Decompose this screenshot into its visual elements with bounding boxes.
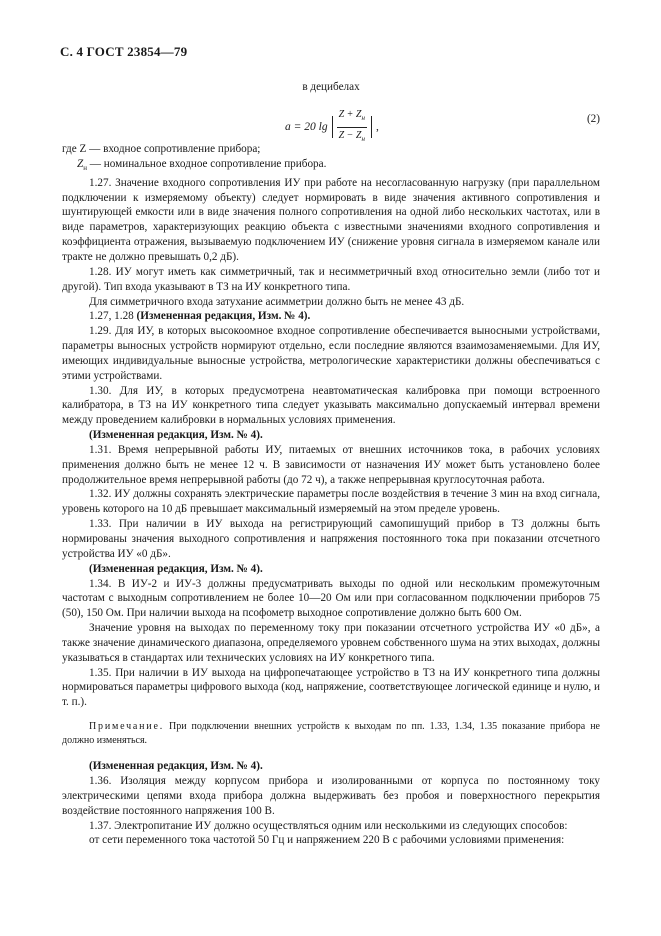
- paragraph-1-33: 1.33. При наличии в ИУ выхода на регистрирующий самопишущий прибор в ТЗ должны быть нормированы значения выходного сопротивления и напряжения постоянного тока при показании отсчетного устройства ИУ «0 дБ».: [62, 518, 600, 560]
- formula-trail: ,: [375, 120, 379, 133]
- paragraph-1-36: 1.36. Изоляция между корпусом прибора и изолированными от корпуса по постоянному току электрическими цепями входа прибора должна выдерживать без пробоя и поверхностного перекрытия воздействие постоянного напряжения 100 В.: [62, 774, 600, 817]
- paragraph-1-34: 1.34. В ИУ-2 и ИУ-3 должны предусматривать выходы по одной или нескольким промежуточным частотам с выходным сопротивлением не более 10—20 Ом или при согласованном подключении приборов 75 (50), 150 Ом. При наличии выхода на псофометр выходное сопротивление должно быть 600 Ом.: [62, 577, 600, 620]
- paragraph-1-28: 1.28. ИУ могут иметь как симметричный, так и несимметричный вход относительно земли (либо тот и другой). Тип входа указывают в ТЗ на ИУ конкретного типа.: [62, 265, 600, 293]
- equation-number: (2): [586, 112, 600, 125]
- note: [62, 720, 600, 747]
- paragraph-1-30: 1.30. Для ИУ, в которых предусмотрена неавтоматическая калибровка при помощи встроенного калибратора, в ТЗ на ИУ конкретного типа следует указывать максимально допускаемый интервал времени между проведением калибровки в нормальных условиях применения.: [62, 384, 600, 427]
- formula-numerator: $Z + Z_н$: [337, 108, 367, 128]
- abs-bar-left: [332, 116, 333, 138]
- paragraph-1-29: 1.29. Для ИУ, в которых высокоомное входное сопротивление обеспечивается выносными устройствами, параметры выносных устройств нормируют отдельно, если последние являются взаимозаменяемыми. Для ИУ, имеющих индивидуальные выносные устройства, метрологические характеристики должны обеспечиваться с этими устройствами.: [62, 325, 600, 382]
- formula-lhs: a = 20 lg: [285, 120, 328, 133]
- formula-intro: в децибелах: [302, 81, 360, 93]
- page-header: С. 4 ГОСТ 23854—79: [60, 44, 188, 59]
- paragraph-1-32: 1.32. ИУ должны сохранять электрические параметры после воздействия в течение 3 мин на вход сигнала, уровень которого на 10 дБ превышает максимальный измеряемый на этом пределе уровень.: [62, 488, 600, 516]
- paragraph-1-37-power: от сети переменного тока частотой 50 Гц и напряжением 220 В с рабочими условиями применения:: [89, 834, 565, 847]
- revision-note: (Измененная редакция, Изм. № 4).: [89, 429, 263, 442]
- formula: [285, 108, 379, 147]
- paragraph-1-37: 1.37. Электропитание ИУ должно осуществляться одним или несколькими из следующих способов:: [89, 819, 568, 832]
- revision-note: (Измененная редакция, Изм. № 4).: [89, 562, 263, 575]
- paragraph-1-34-outputs: Значение уровня на выходах по переменному току при показании отсчетного устройства ИУ «0 дБ», а также значение динамического диапазона, определяемого уровнем собственного шума на этих выходах, должны указываться в стандартах или технических условиях на ИУ конкретного типа.: [62, 622, 600, 664]
- paragraph-1-27: 1.27. Значение входного сопротивления ИУ при работе на несогласованную нагрузку (при параллельном подключении к измеряемому объекту) следует нормировать в виде значения активного сопротивления и шунтирующей емкости или в виде значения полного сопротивления на одной либо нескольких частотах, или в виде параметров, характеризующих реакцию объекта с известными значениями входного сопротивления и коэффициента отражения, вызываемую подключением ИУ (снижение уровня сигнала в измеряемом канале или тракте не должно превышать 0,2 дБ).: [62, 176, 600, 263]
- note-label: Примечание.: [89, 721, 165, 733]
- formula-block: [62, 100, 600, 143]
- paragraph-1-28-asymmetry: Для симметричного входа затухание асимметрии должно быть не менее 43 дБ.: [89, 295, 465, 308]
- abs-bar-right: [371, 116, 372, 138]
- paragraph-1-31: 1.31. Время непрерывной работы ИУ, питаемых от внешних источников тока, в рабочих условиях применения должно быть не менее 12 ч. В зависимости от назначения ИУ может быть установлено более продолжительное время непрерывной работы (до 72 ч), а также непрерывная круглосуточная работа.: [62, 443, 600, 486]
- revision-note-1-27-1-28: 1.27, 1.28 (Измененная редакция, Изм. № 4).: [89, 310, 311, 323]
- formula-fraction: [337, 108, 367, 147]
- paragraph-1-35: 1.35. При наличии в ИУ выхода на цифропечатающее устройство в ТЗ на ИУ конкретного типа должны нормироваться параметры цифрового выхода (код, напряжение, соответствующее логической единице и нулю, и т. п.).: [62, 666, 600, 709]
- note-text: При подключении внешних устройств к выходам по пп. 1.33, 1.34, 1.35 показание прибора не должно изменяться.: [62, 721, 600, 746]
- formula-denominator: $Z - Z_н$: [338, 129, 365, 143]
- definition-zn: $Z_н$ — номинальное входное сопротивление прибора.: [77, 157, 327, 172]
- document-body: [62, 80, 600, 848]
- definition-z: где Z — входное сопротивление прибора;: [62, 142, 261, 155]
- revision-note: (Измененная редакция, Изм. № 4).: [89, 760, 263, 773]
